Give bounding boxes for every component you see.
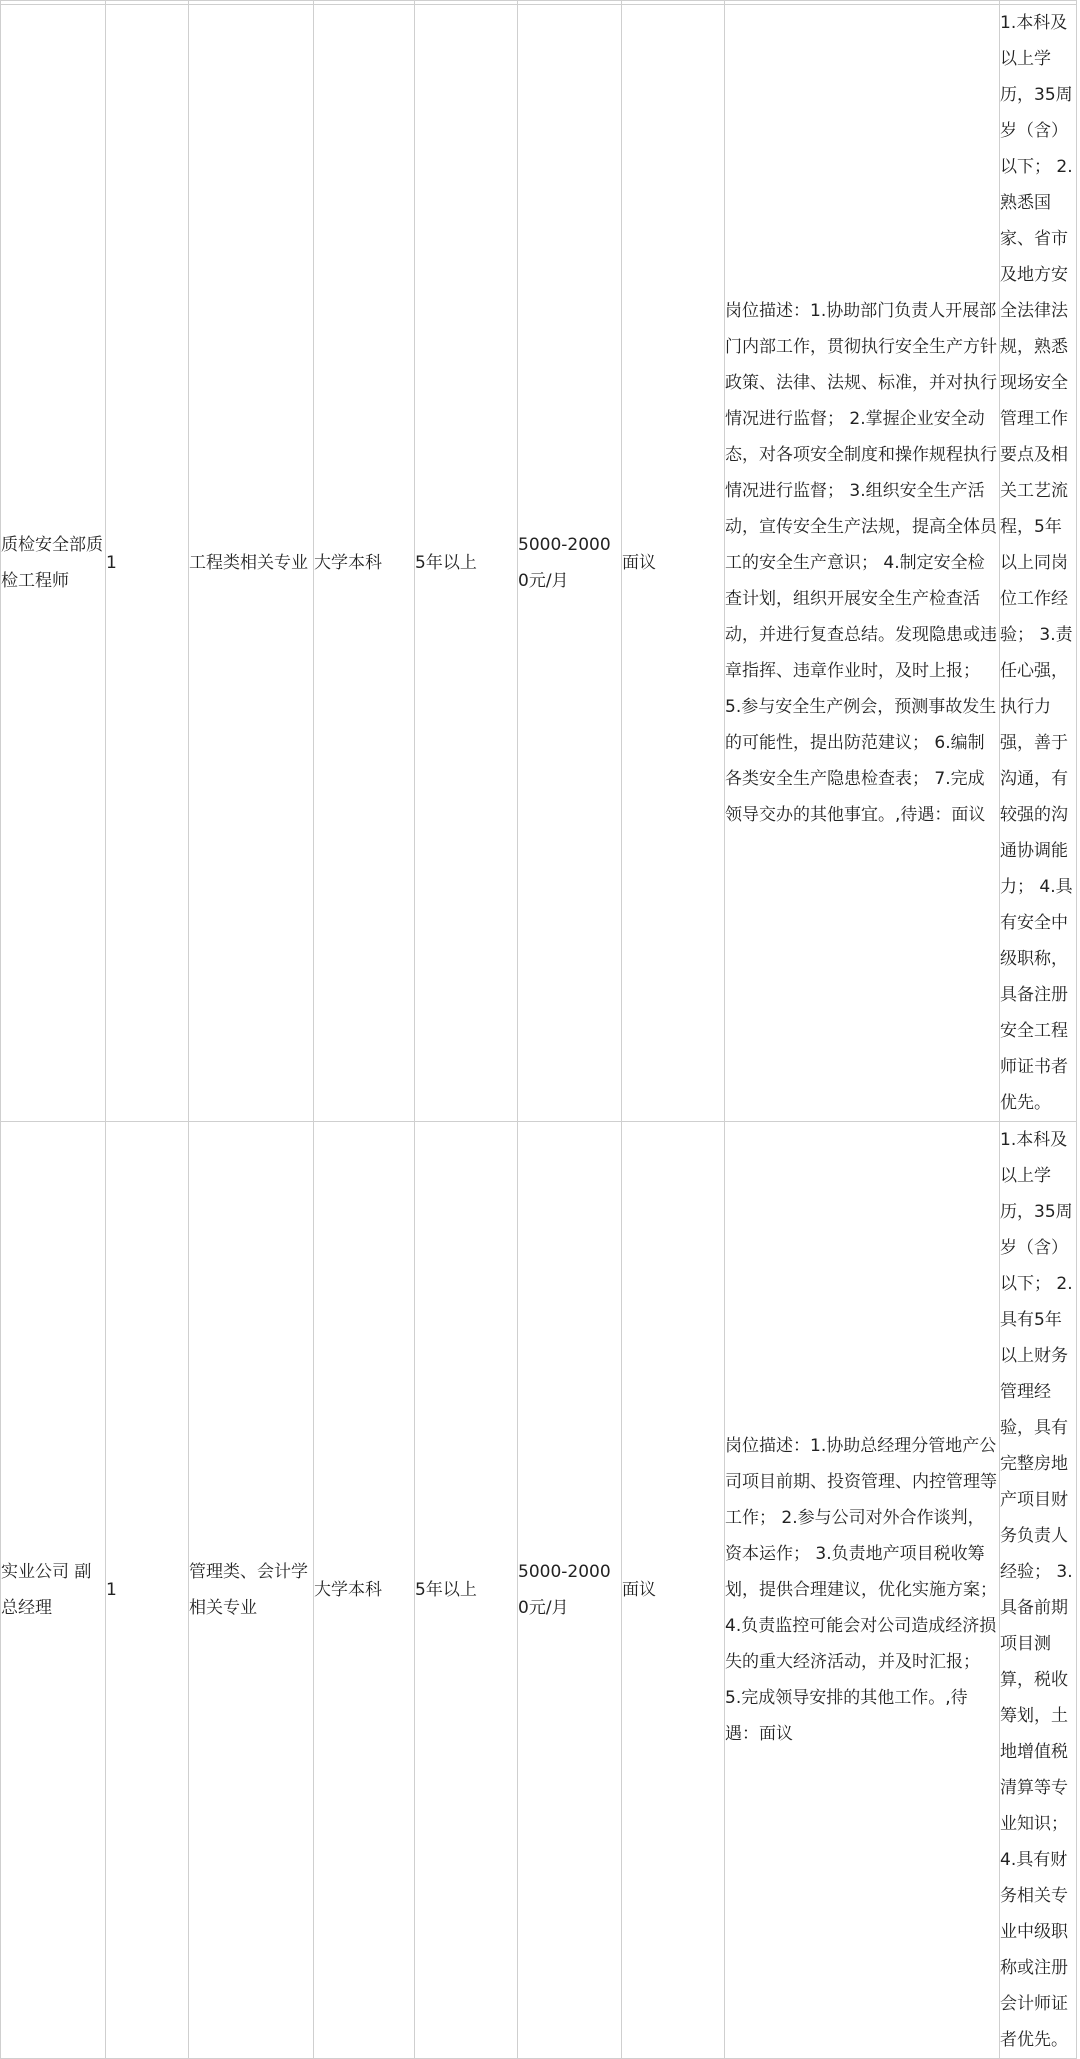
requirements-cell: 1.本科及以上学历，35周岁（含）以下； 2.熟悉国家、省市及地方安全法律法规，熟悉现场安全管理工作要点及相关工艺流程，5年以上同岗位工作经验； 3.责任心强，执行力强，善于沟通，有较强的沟通协调能力； 4.具有安全中级职称，具备注册安全工程师证书者优先。	[1000, 5, 1077, 1122]
headcount-cell: 1	[106, 1122, 189, 2059]
benefit-cell: 面议	[622, 5, 725, 1122]
experience-cell: 5年以上	[415, 5, 518, 1122]
education-cell: 大学本科	[314, 1122, 415, 2059]
benefit-cell: 面议	[622, 1122, 725, 2059]
salary-cell: 5000-20000元/月	[518, 1122, 622, 2059]
requirements-cell: 1.本科及以上学历，35周岁（含）以下； 2.具有5年以上财务管理经验，具有完整房地产项目财务负责人经验； 3.具备前期项目测算，税收筹划，土地增值税清算等专业知识； 4.具有财务相关专业中级职称或注册会计师证者优先。	[1000, 1122, 1077, 2059]
experience-cell: 5年以上	[415, 1122, 518, 2059]
position-name-cell: 实业公司 副总经理	[1, 1122, 106, 2059]
table-row	[1, 5, 1077, 1122]
salary-cell: 5000-20000元/月	[518, 5, 622, 1122]
headcount-cell: 1	[106, 5, 189, 1122]
major-cell: 工程类相关专业	[189, 5, 314, 1122]
position-name-cell: 质检安全部质检工程师	[1, 5, 106, 1122]
education-cell: 大学本科	[314, 5, 415, 1122]
major-cell: 管理类、会计学相关专业	[189, 1122, 314, 2059]
description-cell: 岗位描述：1.协助部门负责人开展部门内部工作，贯彻执行安全生产方针政策、法律、法规、标准，并对执行情况进行监督； 2.掌握企业安全动态，对各项安全制度和操作规程执行情况进行监督； 3.组织安全生产活动，宣传安全生产法规，提高全体员工的安全生产意识； 4.制定安全检查计划，组织开展安全生产检查活动，并进行复查总结。发现隐患或违章指挥、违章作业时，及时上报； 5.参与安全生产例会，预测事故发生的可能性，提出防范建议； 6.编制各类安全生产隐患检查表； 7.完成领导交办的其他事宜。,待遇：面议	[725, 5, 1000, 1122]
description-cell: 岗位描述：1.协助总经理分管地产公司项目前期、投资管理、内控管理等工作； 2.参与公司对外合作谈判，资本运作； 3.负责地产项目税收筹划，提供合理建议，优化实施方案； 4.负责监控可能会对公司造成经济损失的重大经济活动，并及时汇报； 5.完成领导安排的其他工作。,待遇：面议	[725, 1122, 1000, 2059]
table-row	[1, 1122, 1077, 2059]
